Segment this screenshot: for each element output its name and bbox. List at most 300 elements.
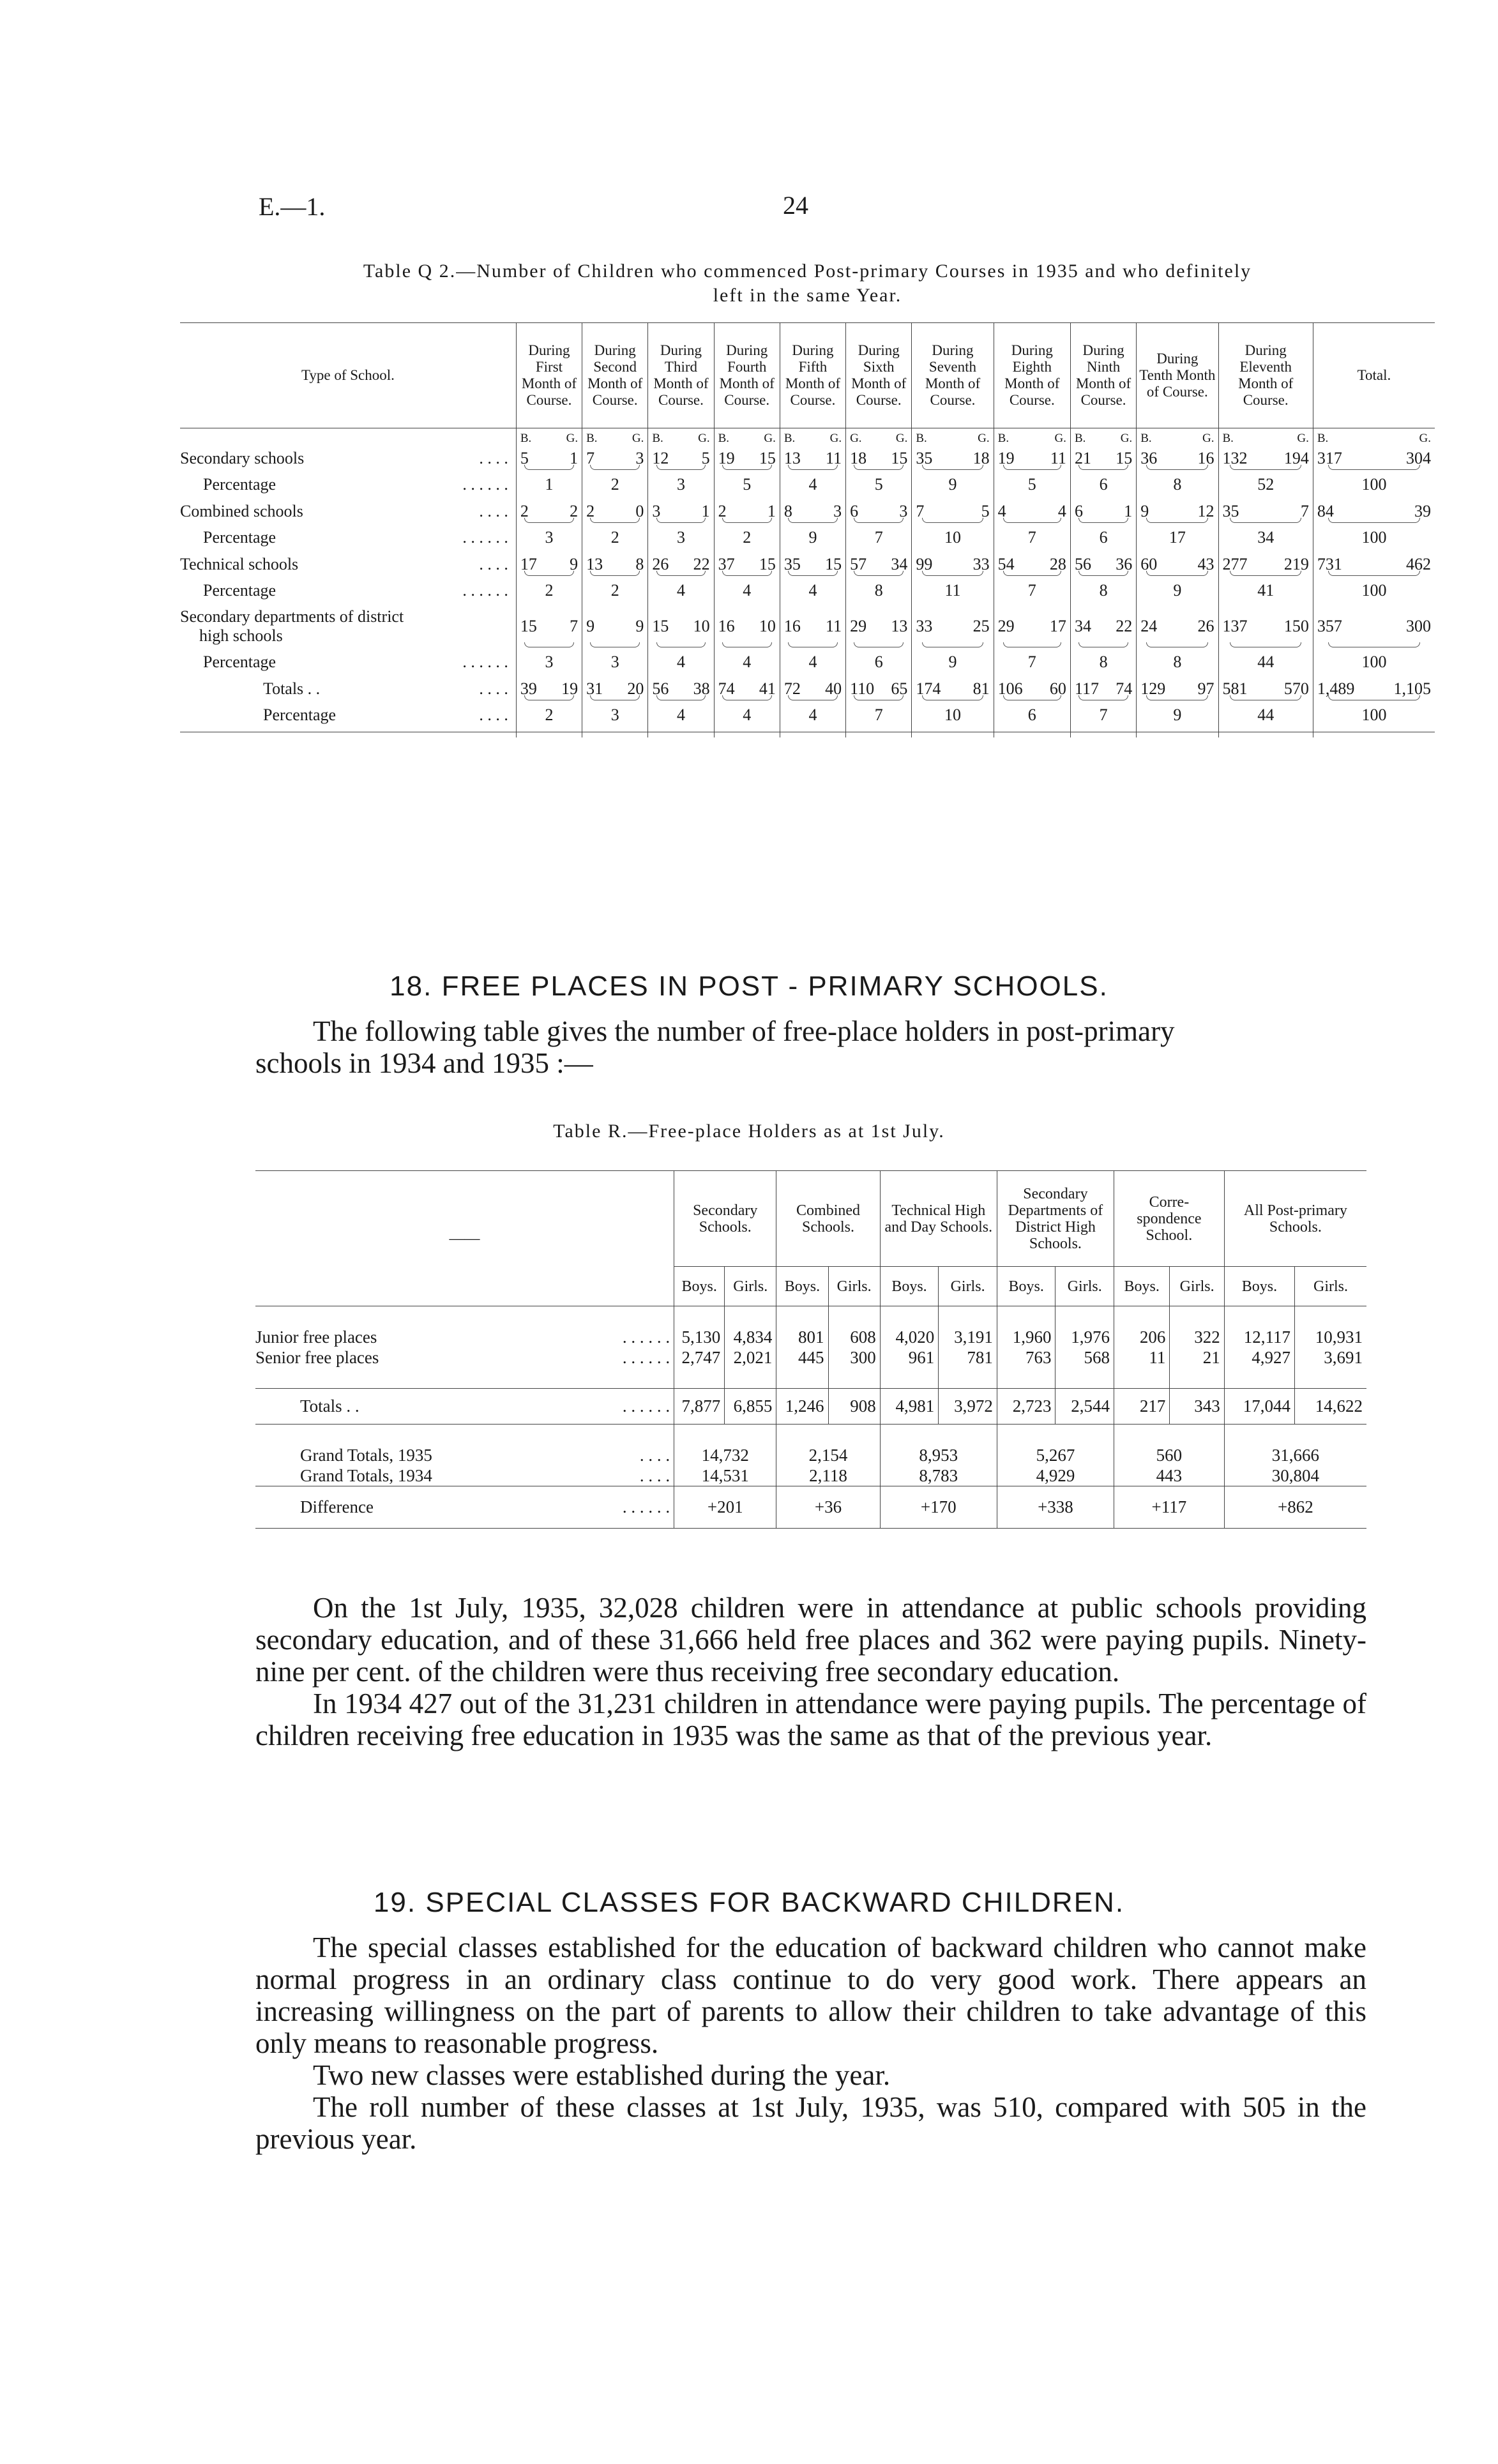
grand-total-cell: 31,666 (1224, 1445, 1366, 1465)
percentage-cell: 5 (846, 468, 912, 501)
col-m10: During Tenth Month of Course. (1137, 323, 1218, 428)
row-label-text: Senior free places (255, 1347, 379, 1367)
spacer-row (255, 1368, 1366, 1389)
value-cell: 568 (1055, 1347, 1114, 1368)
value-cell: 763 (997, 1347, 1055, 1368)
girls-value: 15 (825, 554, 842, 573)
value-cell (1137, 607, 1218, 646)
girls-value: 26 (1197, 617, 1214, 635)
percentage-cell: 8 (1070, 574, 1136, 607)
boys-subheader: Boys. (1224, 1267, 1294, 1306)
section18-intro-line1: The following table gives the number of free-place holders in post-primary (313, 1015, 1175, 1047)
row-label (180, 448, 516, 468)
girls-value: 3 (833, 501, 842, 520)
percentage-cell: 3 (648, 521, 714, 554)
row-label (180, 679, 516, 699)
value-cell: 11 (1114, 1347, 1170, 1368)
girls-value: 97 (1197, 679, 1214, 698)
boys-value: 19 (718, 448, 735, 467)
girls-value: 10 (759, 617, 776, 635)
boys-value: 19 (997, 448, 1015, 467)
value-cell: 1,960 (997, 1327, 1055, 1347)
row-label-text: Totals . . (300, 1396, 359, 1416)
grand-total-cell: 30,804 (1224, 1465, 1366, 1486)
row-label-text: Difference (300, 1497, 374, 1516)
boys-value: 72 (783, 679, 801, 698)
boys-value: 16 (783, 617, 801, 635)
percentage-cell: 9 (912, 468, 994, 501)
grand-total-cell: 14,531 (674, 1465, 776, 1486)
percentage-cell: 6 (994, 699, 1070, 732)
spacer-cell (1170, 1368, 1224, 1389)
row-label-text: Grand Totals, 1935 (300, 1445, 432, 1465)
boys-value: 174 (916, 679, 941, 698)
table-q2-title-cont: left in the same Year. (713, 285, 902, 306)
percentage-cell: 17 (1137, 521, 1218, 554)
spacer-cell (1114, 1425, 1225, 1446)
grand-total-cell: 443 (1114, 1465, 1225, 1486)
section18-intro-line2: schools in 1934 and 1935 :— (255, 1047, 593, 1079)
table-q2-percentage-row (180, 521, 1435, 554)
row-label-text: Grand Totals, 1934 (300, 1465, 432, 1485)
percentage-cell: 100 (1313, 646, 1435, 679)
value-cell (582, 607, 648, 646)
percentage-cell: 10 (912, 521, 994, 554)
girls-value: 9 (570, 554, 579, 573)
percentage-cell: 4 (714, 646, 780, 679)
total-cell: 1,246 (776, 1389, 828, 1425)
percentage-cell: 2 (582, 521, 648, 554)
spacer-cell (1114, 1368, 1170, 1389)
value-cell (846, 607, 912, 646)
value-cell: 21 (1170, 1347, 1224, 1368)
girls-label: G. (698, 431, 710, 445)
boys-value: 5 (520, 448, 529, 467)
boys-label: B. (586, 431, 598, 445)
girls-value: 74 (1116, 679, 1133, 698)
value-cell: 445 (776, 1347, 828, 1368)
total-cell: 2,723 (997, 1389, 1055, 1425)
percentage-cell: 34 (1218, 521, 1313, 554)
boys-value: 106 (997, 679, 1023, 698)
table-r-group-secondary: Secondary Schools. (674, 1171, 776, 1267)
col-m4: During Fourth Month of Course. (714, 323, 780, 428)
spacer-cell (1224, 1306, 1294, 1327)
boys-value: 581 (1222, 679, 1248, 698)
free-places-para-1: On the 1st July, 1935, 32,028 children were in attendance at public schools providing secondary education, and of these 31,666 held free places and 362 were paying pupils. Ninety-nine per cent. of the children were thus receiving free secondary education. (255, 1592, 1366, 1688)
spacer-cell (1170, 1306, 1224, 1327)
table-r-difference-row (255, 1486, 1366, 1529)
girls-label: G. (1202, 431, 1214, 445)
total-cell: 17,044 (1224, 1389, 1294, 1425)
table-r-grand-row (255, 1445, 1366, 1465)
percentage-cell: 1 (516, 468, 582, 501)
girls-value: 8 (635, 554, 644, 573)
girls-value: 39 (1414, 501, 1431, 520)
girls-label: G. (829, 431, 842, 445)
boys-value: 15 (520, 617, 537, 635)
boys-value: 6 (1074, 501, 1083, 520)
row-label-text: Secondary departments of district (180, 607, 404, 626)
percentage-cell: 8 (846, 574, 912, 607)
col-m3: During Third Month of Course. (648, 323, 714, 428)
boys-value: 74 (718, 679, 735, 698)
percentage-cell: 100 (1313, 468, 1435, 501)
col-m7: During Seventh Month of Course. (912, 323, 994, 428)
end-rule-cell (255, 1529, 1366, 1533)
boys-label: B. (997, 431, 1010, 445)
percentage-cell: 4 (648, 699, 714, 732)
percentage-cell: 7 (994, 521, 1070, 554)
girls-value: 150 (1283, 617, 1309, 635)
row-label-dots: . . . . (479, 554, 508, 573)
row-label-dots: . . . . (479, 679, 508, 698)
percentage-cell: 100 (1313, 521, 1435, 554)
girls-value: 1 (570, 448, 579, 467)
girls-value: 33 (972, 554, 990, 573)
boys-value: 9 (1140, 501, 1149, 520)
percentage-cell: 2 (516, 699, 582, 732)
percentage-cell: 3 (516, 521, 582, 554)
boys-value: 18 (850, 448, 867, 467)
row-label-dots: . . . . . . (622, 1347, 670, 1367)
spacer-cell (880, 1368, 939, 1389)
boys-value: 54 (997, 554, 1015, 573)
difference-cell: +36 (776, 1486, 880, 1529)
girls-value: 12 (1197, 501, 1214, 520)
section19-para-1: The special classes established for the education of backward children who cannot make normal progress in an ordinary class continue to do very good work. There appears an increasing willingness on the part of parents to allow their children to take advantage of this only means to reasonable progress. (255, 1931, 1366, 2059)
girls-label: G. (566, 431, 579, 445)
spacer-cell (939, 1368, 997, 1389)
bg-label-blank (180, 428, 516, 449)
percentage-cell: 8 (1137, 646, 1218, 679)
total-cell: 6,855 (725, 1389, 776, 1425)
girls-value: 1 (701, 501, 710, 520)
spacer-row (255, 1306, 1366, 1327)
value-cell: 4,927 (1224, 1347, 1294, 1368)
row-label (255, 1486, 674, 1529)
table-q2-percentage-row (180, 699, 1435, 732)
percentage-label-text: Percentage (203, 581, 276, 600)
bg-label-cell (1137, 428, 1218, 449)
value-cell (1218, 607, 1313, 646)
boys-value: 99 (916, 554, 933, 573)
girls-value: 11 (826, 448, 842, 467)
girls-value: 570 (1283, 679, 1309, 698)
percentage-cell: 2 (582, 574, 648, 607)
spacer-cell (1295, 1368, 1366, 1389)
grand-total-cell: 5,267 (997, 1445, 1114, 1465)
grand-total-cell: 8,953 (880, 1445, 997, 1465)
bg-label-cell (846, 428, 912, 449)
boys-value: 57 (850, 554, 867, 573)
table-q2-title: Table Q 2.—Number of Children who commenced Post-primary Courses in 1935 and who definitely (363, 261, 1252, 282)
spacer-cell (828, 1368, 880, 1389)
girls-subheader: Girls. (1055, 1267, 1114, 1306)
percentage-cell: 7 (994, 646, 1070, 679)
girls-value: 10 (693, 617, 710, 635)
boys-subheader: Boys. (674, 1267, 725, 1306)
value-cell (912, 607, 994, 646)
percentage-cell: 5 (994, 468, 1070, 501)
girls-label: G. (1419, 431, 1431, 445)
grand-total-cell: 4,929 (997, 1465, 1114, 1486)
row-label-text-cont: high schools (199, 626, 283, 645)
value-cell: 801 (776, 1327, 828, 1347)
percentage-cell: 10 (912, 699, 994, 732)
boys-value: 3 (652, 501, 661, 520)
girls-value: 20 (627, 679, 644, 698)
percentage-dots: . . . . . . (462, 475, 508, 494)
section19-text (255, 1931, 1366, 2155)
girls-value: 194 (1283, 448, 1309, 467)
percentage-cell: 100 (1313, 699, 1435, 732)
spacer-label (255, 1306, 674, 1327)
boys-value: 35 (783, 554, 801, 573)
value-cell: 322 (1170, 1327, 1224, 1347)
table-r-totals-row (255, 1389, 1366, 1425)
percentage-label (180, 574, 516, 607)
value-cell: 10,931 (1295, 1327, 1366, 1347)
table-q2-percentage-row (180, 646, 1435, 679)
girls-value: 38 (693, 679, 710, 698)
spacer-cell (1224, 1425, 1366, 1446)
boys-subheader: Boys. (880, 1267, 939, 1306)
boys-value: 26 (652, 554, 669, 573)
table-r-group-correspondence: Corre-spondence School. (1114, 1171, 1225, 1267)
boys-value: 317 (1317, 448, 1342, 467)
percentage-dots: . . . . . . (462, 581, 508, 600)
spacer-cell (880, 1306, 939, 1327)
girls-value: 17 (1049, 617, 1066, 635)
spacer-cell (1055, 1306, 1114, 1327)
percentage-cell: 2 (582, 468, 648, 501)
boys-value: 29 (850, 617, 867, 635)
percentage-cell: 11 (912, 574, 994, 607)
table-r-group-combined: Combined Schools. (776, 1171, 880, 1267)
percentage-label (180, 468, 516, 501)
girls-value: 304 (1406, 448, 1431, 467)
section18-intro (255, 1015, 1366, 1079)
value-cell: 608 (828, 1327, 880, 1347)
boys-value: 4 (997, 501, 1006, 520)
percentage-label-text: Percentage (203, 475, 276, 494)
percentage-label (180, 521, 516, 554)
spacer-label (255, 1425, 674, 1446)
girls-value: 41 (759, 679, 776, 698)
col-m2: During Second Month of Course. (582, 323, 648, 428)
boys-value: 7 (916, 501, 925, 520)
table-q2-row (180, 607, 1435, 646)
girls-value: 19 (561, 679, 579, 698)
girls-label: G. (632, 431, 644, 445)
bg-label-cell (1218, 428, 1313, 449)
value-cell: 781 (939, 1347, 997, 1368)
value-cell (994, 607, 1070, 646)
boys-value: 132 (1222, 448, 1248, 467)
row-label (255, 1445, 674, 1465)
girls-value: 60 (1049, 679, 1066, 698)
percentage-cell: 4 (780, 468, 845, 501)
girls-subheader: Girls. (828, 1267, 880, 1306)
boys-label: B. (916, 431, 927, 445)
percentage-cell: 41 (1218, 574, 1313, 607)
percentage-cell: 44 (1218, 699, 1313, 732)
girls-value: 15 (1116, 448, 1133, 467)
boys-subheader: Boys. (1114, 1267, 1170, 1306)
row-label (180, 501, 516, 521)
total-cell: 2,544 (1055, 1389, 1114, 1425)
percentage-cell: 6 (846, 646, 912, 679)
boys-value: 2 (520, 501, 529, 520)
table-r-group-all: All Post-primary Schools. (1224, 1171, 1366, 1267)
boys-value: 110 (850, 679, 875, 698)
spacer-cell (1295, 1306, 1366, 1327)
boys-value: 17 (520, 554, 537, 573)
boys-label: B. (652, 431, 663, 445)
value-cell: 300 (828, 1347, 880, 1368)
percentage-cell: 9 (1137, 574, 1218, 607)
row-label-dots: . . . . . . (622, 1327, 670, 1347)
boys-value: 56 (652, 679, 669, 698)
girls-value: 15 (759, 554, 776, 573)
girls-value: 28 (1049, 554, 1066, 573)
boys-value: 9 (586, 617, 595, 635)
row-label-text: Combined schools (180, 501, 303, 520)
col-m11: During Eleventh Month of Course. (1218, 323, 1313, 428)
value-cell (516, 607, 582, 646)
bg-label-cell (648, 428, 714, 449)
total-cell: 343 (1170, 1389, 1224, 1425)
row-label (180, 554, 516, 574)
bg-label-cell (582, 428, 648, 449)
spacer-cell (997, 1425, 1114, 1446)
section19-heading: 19. SPECIAL CLASSES FOR BACKWARD CHILDREN. (373, 1887, 1125, 1918)
col-m9: During Ninth Month of Course. (1070, 323, 1136, 428)
row-label (255, 1465, 674, 1486)
boys-value: 16 (718, 617, 735, 635)
percentage-cell: 2 (714, 521, 780, 554)
table-r-row (255, 1347, 1366, 1368)
value-cell (1313, 607, 1435, 646)
percentage-dots: . . . . . . (462, 653, 508, 671)
percentage-cell: 4 (780, 699, 845, 732)
girls-value: 1,105 (1393, 679, 1431, 698)
percentage-dots: . . . . (479, 705, 508, 724)
boys-subheader: Boys. (997, 1267, 1055, 1306)
boys-value: 24 (1140, 617, 1158, 635)
boys-label: B. (1074, 431, 1086, 445)
bg-label-row (180, 428, 1435, 449)
boys-value: 37 (718, 554, 735, 573)
row-label (180, 607, 516, 646)
boys-subheader: Boys. (776, 1267, 828, 1306)
spacer-label (255, 1368, 674, 1389)
boys-label: B. (718, 431, 730, 445)
girls-value: 0 (635, 501, 644, 520)
col-m5: During Fifth Month of Course. (780, 323, 845, 428)
table-r (255, 1170, 1366, 1532)
total-cell: 3,972 (939, 1389, 997, 1425)
spacer-cell (997, 1306, 1055, 1327)
spacer-cell (880, 1425, 997, 1446)
col-m8: During Eighth Month of Course. (994, 323, 1070, 428)
boys-label: B. (783, 431, 796, 445)
value-cell: 4,020 (880, 1327, 939, 1347)
boys-value: 2 (586, 501, 595, 520)
boys-value: 129 (1140, 679, 1166, 698)
percentage-label-text: Percentage (203, 653, 276, 671)
table-r-end-rule (255, 1529, 1366, 1533)
girls-value: 15 (759, 448, 776, 467)
spacer-cell (1055, 1368, 1114, 1389)
value-cell: 2,021 (725, 1347, 776, 1368)
girls-value: 9 (635, 617, 644, 635)
spacer-cell (1114, 1306, 1170, 1327)
boys-label: B. (1140, 431, 1152, 445)
value-cell: 3,691 (1295, 1347, 1366, 1368)
percentage-cell: 44 (1218, 646, 1313, 679)
header-code: E.—1. (259, 192, 326, 221)
spacer-cell (674, 1425, 776, 1446)
boys-value: 84 (1317, 501, 1334, 520)
girls-value: 81 (972, 679, 990, 698)
girls-value: 34 (891, 554, 908, 573)
difference-cell: +201 (674, 1486, 776, 1529)
row-label-text: Junior free places (255, 1327, 377, 1347)
section19-para-2: Two new classes were established during the year. (313, 2059, 891, 2091)
percentage-label-text: Percentage (263, 705, 337, 724)
total-cell: 908 (828, 1389, 880, 1425)
percentage-cell: 8 (1137, 468, 1218, 501)
total-cell: 4,981 (880, 1389, 939, 1425)
girls-label: G. (1297, 431, 1309, 445)
value-cell (780, 607, 845, 646)
total-cell: 14,622 (1295, 1389, 1366, 1425)
girls-label: G. (764, 431, 776, 445)
row-label (255, 1327, 674, 1347)
percentage-cell: 3 (582, 699, 648, 732)
percentage-cell: 4 (648, 646, 714, 679)
girls-value: 5 (701, 448, 710, 467)
row-label-text: Secondary schools (180, 448, 305, 467)
row-label-dots: . . . . . . (622, 1497, 670, 1516)
girls-value: 40 (825, 679, 842, 698)
percentage-cell: 4 (648, 574, 714, 607)
girls-value: 4 (1057, 501, 1066, 520)
spacer-cell (997, 1368, 1055, 1389)
section18-heading: 18. FREE PLACES IN POST - PRIMARY SCHOOLS. (390, 971, 1108, 1002)
percentage-dots: . . . . . . (462, 528, 508, 547)
bg-label-cell (994, 428, 1070, 449)
col-type: Type of School. (301, 367, 395, 383)
girls-value: 1 (767, 501, 776, 520)
girls-value: 219 (1283, 554, 1309, 573)
total-cell: 7,877 (674, 1389, 725, 1425)
table-r-blank-header: —— (449, 1230, 480, 1247)
girls-value: 25 (972, 617, 990, 635)
percentage-cell: 8 (1070, 646, 1136, 679)
grand-total-cell: 2,118 (776, 1465, 880, 1486)
bg-label-cell (912, 428, 994, 449)
bg-label-cell (516, 428, 582, 449)
girls-value: 7 (1300, 501, 1309, 520)
boys-label: B. (1317, 431, 1329, 445)
spacer-cell (674, 1306, 725, 1327)
girls-value: 22 (693, 554, 710, 573)
spacer-cell (828, 1306, 880, 1327)
percentage-label (180, 699, 516, 732)
